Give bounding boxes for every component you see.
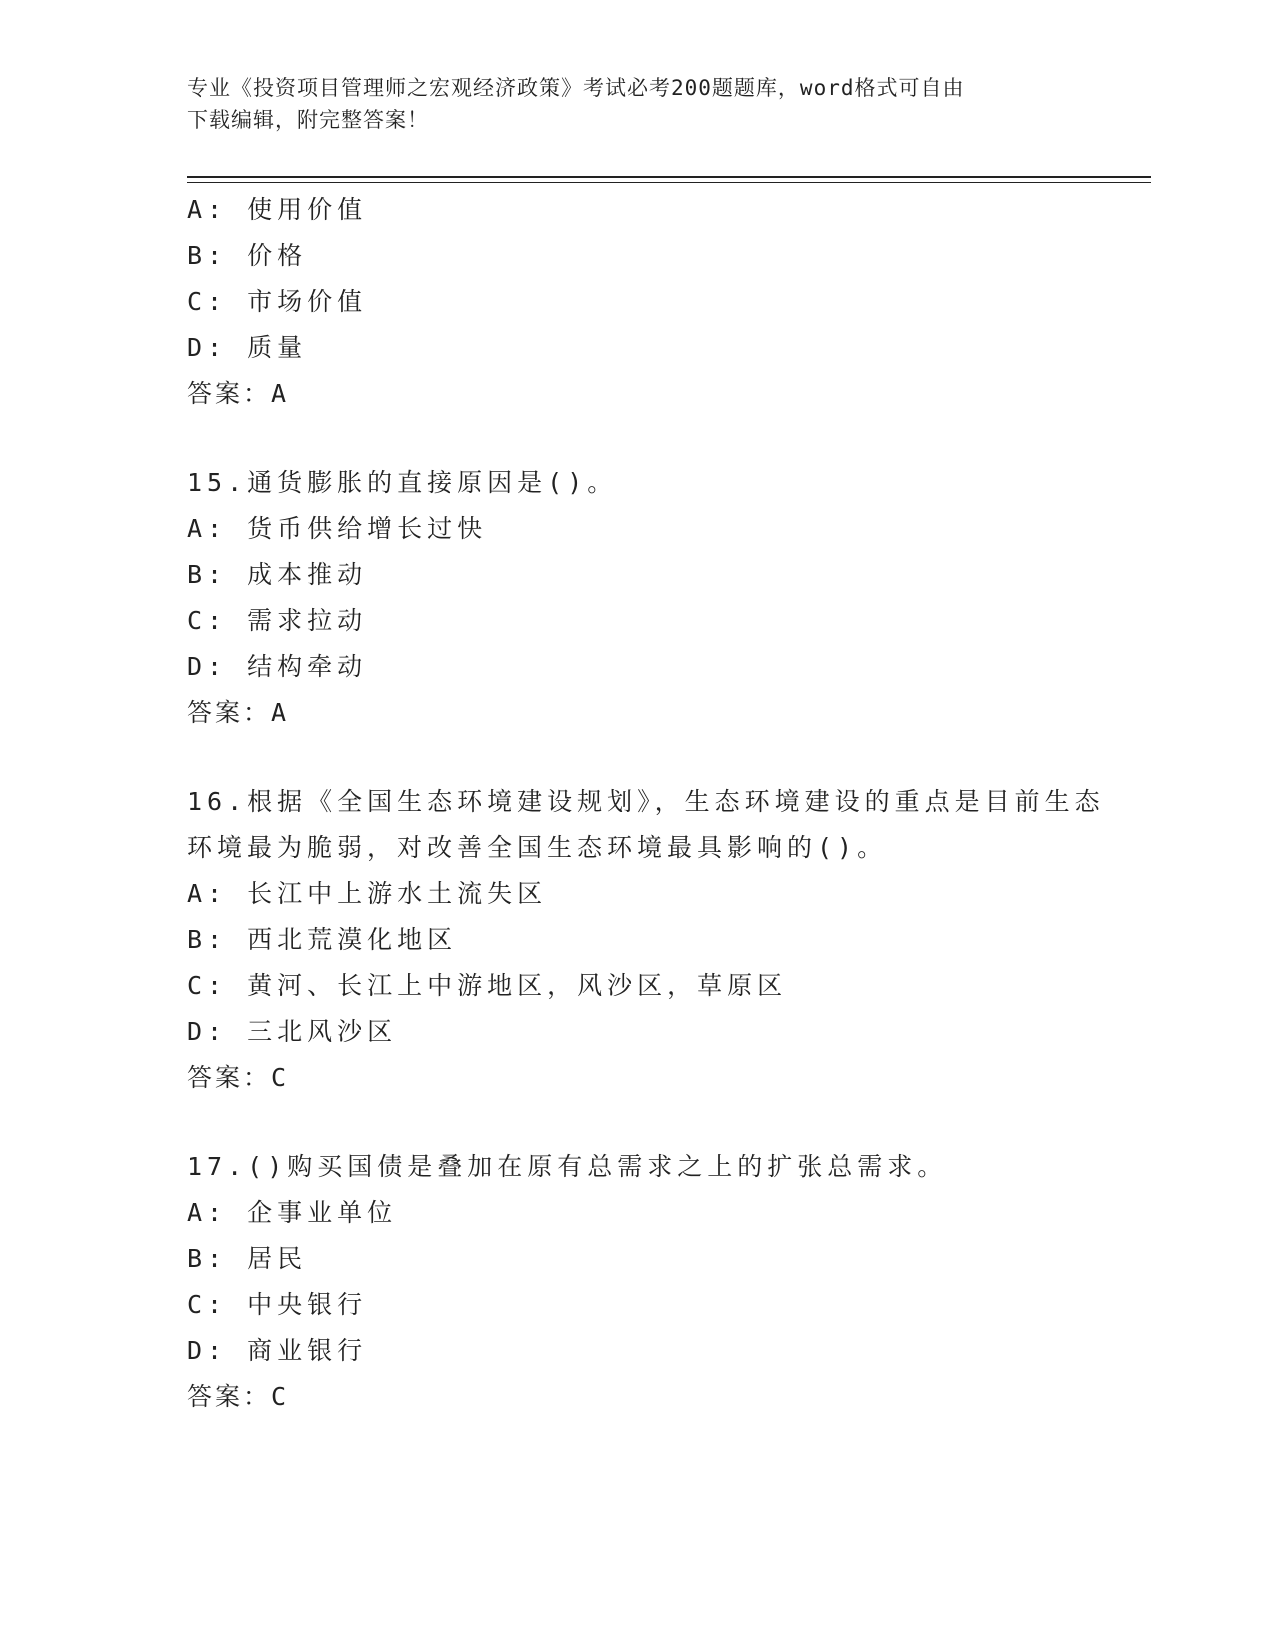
answer-value: C (271, 1382, 289, 1411)
option-label: B: (187, 241, 228, 270)
answer-value: A (271, 379, 289, 408)
option-a (187, 187, 1147, 233)
option-c (187, 963, 1147, 1009)
option-label: C: (187, 606, 228, 635)
question-gap (187, 417, 1147, 460)
option-c (187, 279, 1147, 325)
question-16 (187, 779, 1147, 1101)
option-text: 企事业单位 (247, 1198, 398, 1227)
question-15 (187, 460, 1147, 736)
option-d (187, 1009, 1147, 1055)
option-text: 质量 (247, 333, 308, 362)
option-text: 西北荒漠化地区 (247, 925, 458, 954)
option-text: 结构牵动 (247, 652, 368, 681)
option-label: A: (187, 879, 228, 908)
answer-value: A (271, 698, 289, 727)
option-a (187, 871, 1147, 917)
option-c (187, 598, 1147, 644)
option-label: D: (187, 1336, 228, 1365)
option-label: C: (187, 287, 228, 316)
header-divider-thick (187, 176, 1151, 178)
option-text: 市场价值 (247, 287, 368, 316)
answer-line (187, 1055, 1147, 1101)
answer-line (187, 1374, 1147, 1420)
question-gap (187, 1101, 1147, 1144)
option-text: 长江中上游水土流失区 (247, 879, 548, 908)
option-text: 黄河、长江上中游地区，风沙区，草原区 (247, 971, 788, 1000)
option-d (187, 1328, 1147, 1374)
option-label: D: (187, 333, 228, 362)
document-header (187, 72, 1087, 136)
option-text: 居民 (247, 1244, 308, 1273)
answer-line (187, 690, 1147, 736)
option-label: D: (187, 1017, 228, 1046)
option-label: D: (187, 652, 228, 681)
answer-label: 答案： (187, 1382, 272, 1411)
question-gap (187, 736, 1147, 779)
option-label: B: (187, 560, 228, 589)
header-line-1: 专业《投资项目管理师之宏观经济政策》考试必考200题题库，word格式可自由 (187, 76, 965, 100)
option-b (187, 233, 1147, 279)
answer-line (187, 371, 1147, 417)
question-stem-line-1: 16.根据《全国生态环境建设规划》，生态环境建设的重点是目前生态 (187, 787, 1105, 816)
option-text: 需求拉动 (247, 606, 368, 635)
option-text: 使用价值 (247, 195, 368, 224)
question-stem: 17.()购买国债是叠加在原有总需求之上的扩张总需求。 (187, 1152, 948, 1181)
answer-label: 答案： (187, 379, 272, 408)
option-b (187, 1236, 1147, 1282)
header-line-2: 下载编辑，附完整答案！ (187, 108, 429, 132)
question-14-continued (187, 187, 1147, 417)
option-label: C: (187, 971, 228, 1000)
header-divider-thin (187, 182, 1151, 183)
option-text: 中央银行 (247, 1290, 368, 1319)
option-label: C: (187, 1290, 228, 1319)
option-b (187, 552, 1147, 598)
option-b (187, 917, 1147, 963)
option-a (187, 506, 1147, 552)
option-text: 商业银行 (247, 1336, 368, 1365)
option-d (187, 644, 1147, 690)
question-stem: 15.通货膨胀的直接原因是()。 (187, 468, 618, 497)
option-a (187, 1190, 1147, 1236)
option-label: B: (187, 925, 228, 954)
option-label: B: (187, 1244, 228, 1273)
question-17 (187, 1144, 1147, 1420)
answer-label: 答案： (187, 1063, 272, 1092)
option-text: 成本推动 (247, 560, 368, 589)
question-list (187, 187, 1147, 1420)
option-label: A: (187, 1198, 228, 1227)
option-text: 货币供给增长过快 (247, 514, 488, 543)
answer-value: C (271, 1063, 289, 1092)
option-d (187, 325, 1147, 371)
question-stem-line-2: 环境最为脆弱，对改善全国生态环境最具影响的()。 (187, 833, 888, 862)
answer-label: 答案： (187, 698, 272, 727)
option-label: A: (187, 514, 228, 543)
option-text: 价格 (247, 241, 308, 270)
option-text: 三北风沙区 (247, 1017, 398, 1046)
option-c (187, 1282, 1147, 1328)
option-label: A: (187, 195, 228, 224)
